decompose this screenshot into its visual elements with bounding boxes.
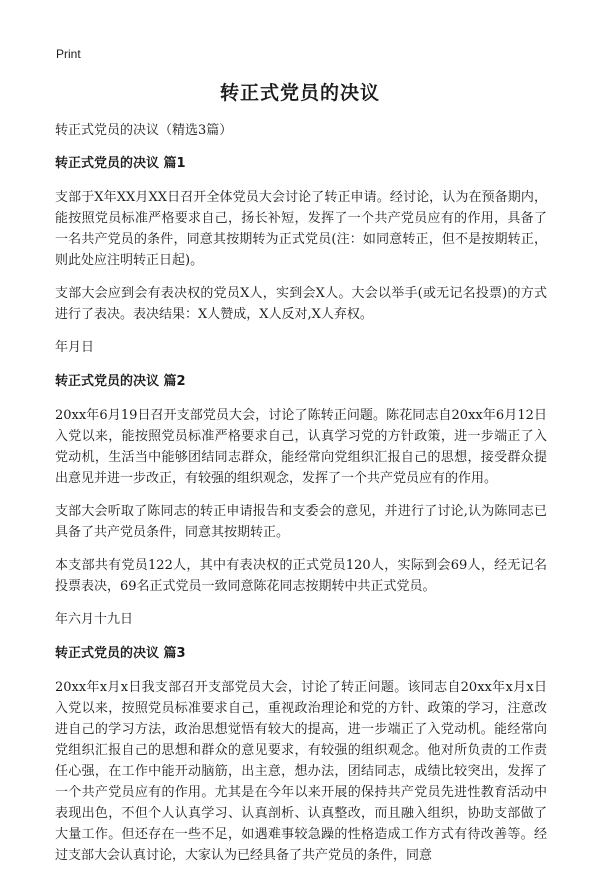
section-3-paragraph-1: 20xx年x月x日我支部召开支部党员大会，讨论了转正问题。该同志自20xx年x月x日入党以来，按照党员标准要求自己，重视政治理论和党的方针、政策的学习，注意改进自己的学习方法，政治思想觉悟有较大的提高，进一步端正了入党动机。能经常向党组织汇报自己的思想和群众的意见要求，有较强的组织观念。他对所负责的工作责任心强，在工作中能开动脑筋，出主意，想办法，团结同志，成绩比较突出，发挥了一个共产党员应有的作用。尤其是在今年以来开展的保持共产党员先进性教育活动中表现出色，不但个人认真学习、认真剖析、认真整改，而且融入组织，协助支部做了大量工作。但还存在一些不足，如遇难事较急躁的性格造成工作方式有待改善等。经过支部大会认真讨论，大家认为已经具备了共产党员的条件，同意 [55,680,547,863]
section-2-paragraph-3: 本支部共有党员122人，其中有表决权的正式党员120人，实际到会69人，经无记名投票表决，69名正式党员一致同意陈花同志按期转中共正式党员。 [55,558,547,594]
section-heading-3: 转正式党员的决议 篇3 [55,646,186,661]
section-heading-2: 转正式党员的决议 篇2 [55,374,186,389]
section-1-paragraph-1: 支部于X年XX月XX日召开全体党员大会讨论了转正申请。经讨论，认为在预备期内，能按照党员标准严格要求自己，扬长补短，发挥了一个共产党员应有的作用，具备了一名共产党员的条件，同意其按期转为正式党员(注：如同意转正，但不是按期转正，则此处应注明转正日起)。 [55,190,547,268]
section-1-date: 年月日 [55,340,95,355]
section-2-paragraph-1: 20xx年6月19日召开支部党员大会，讨论了陈转正问题。陈花同志自20xx年6月12日入党以来，能按照党员标准严格要求自己，认真学习党的方针政策，进一步端正了入党动机，生活当中能够团结同志群众，能经常向党组织汇报自己的思想，接受群众提出意见并进一步改正，有较强的组织观念，发挥了一个共产党员应有的作用。 [55,408,547,486]
page-title: 转正式党员的决议 [219,82,380,104]
document-body [55,120,547,878]
section-2-paragraph-2: 支部大会听取了陈同志的转正申请报告和支委会的意见，并进行了讨论,认为陈同志已具备了共产党员条件，同意其按期转正。 [55,504,547,540]
section-1-paragraph-2: 支部大会应到会有表决权的党员X人，实到会X人。大会以举手(或无记名投票)的方式进行了表决。表决结果：X人赞成，X人反对,X人弃权。 [55,286,547,322]
document-subtitle: 转正式党员的决议（精选3篇） [55,123,233,138]
print-label: Print [56,47,81,61]
section-heading-1: 转正式党员的决议 篇1 [55,156,186,171]
section-2-date: 年六月十九日 [55,612,134,627]
